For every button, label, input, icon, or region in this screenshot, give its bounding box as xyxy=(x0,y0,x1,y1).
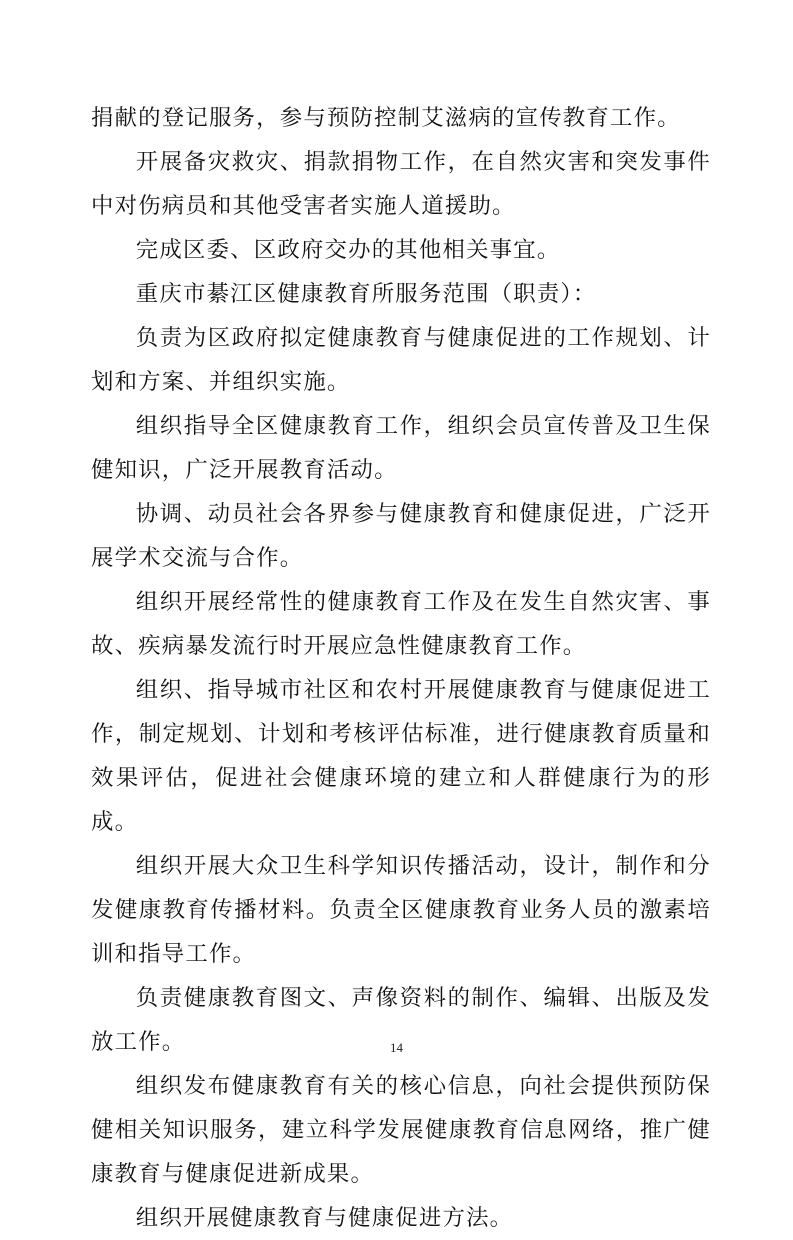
section-heading: 重庆市綦江区健康教育所服务范围（职责）： xyxy=(135,281,597,307)
paragraph: 完成区委、区政府交办的其他相关事宜。 xyxy=(135,237,561,263)
paragraph: 组织开展大众卫生科学知识传播活动，设计，制作和分发健康教育传播材料。负责全区健康教育业务人员的激素培训和指导工作。 xyxy=(91,853,711,967)
paragraph-continuation: 捐献的登记服务，参与预防控制艾滋病的宣传教育工作。 xyxy=(91,105,681,131)
paragraph: 组织指导全区健康教育工作，组织会员宣传普及卫生保健知识，广泛开展教育活动。 xyxy=(91,413,711,483)
paragraph: 组织、指导城市社区和农村开展健康教育与健康促进工作，制定规划、计划和考核评估标准，进行健康教育质量和效果评估，促进社会健康环境的建立和人群健康行为的形成。 xyxy=(91,677,711,835)
paragraph: 协调、动员社会各界参与健康教育和健康促进，广泛开展学术交流与合作。 xyxy=(91,501,711,571)
paragraph: 组织发布健康教育有关的核心信息，向社会提供预防保健相关知识服务，建立科学发展健康教育信息网络，推广健康教育与健康促进新成果。 xyxy=(91,1073,711,1187)
paragraph: 组织开展健康教育与健康促进方法。 xyxy=(135,1205,514,1231)
page-number: 14 xyxy=(390,1040,403,1055)
paragraph: 负责健康教育图文、声像资料的制作、编辑、出版及发放工作。 xyxy=(91,985,711,1055)
paragraph: 开展备灾救灾、捐款捐物工作，在自然灾害和突发事件中对伤病员和其他受害者实施人道援助。 xyxy=(91,149,711,219)
document-body xyxy=(91,96,711,1240)
paragraph: 负责为区政府拟定健康教育与健康促进的工作规划、计划和方案、并组织实施。 xyxy=(91,325,711,395)
paragraph: 组织开展经常性的健康教育工作及在发生自然灾害、事故、疾病暴发流行时开展应急性健康教育工作。 xyxy=(91,589,711,659)
